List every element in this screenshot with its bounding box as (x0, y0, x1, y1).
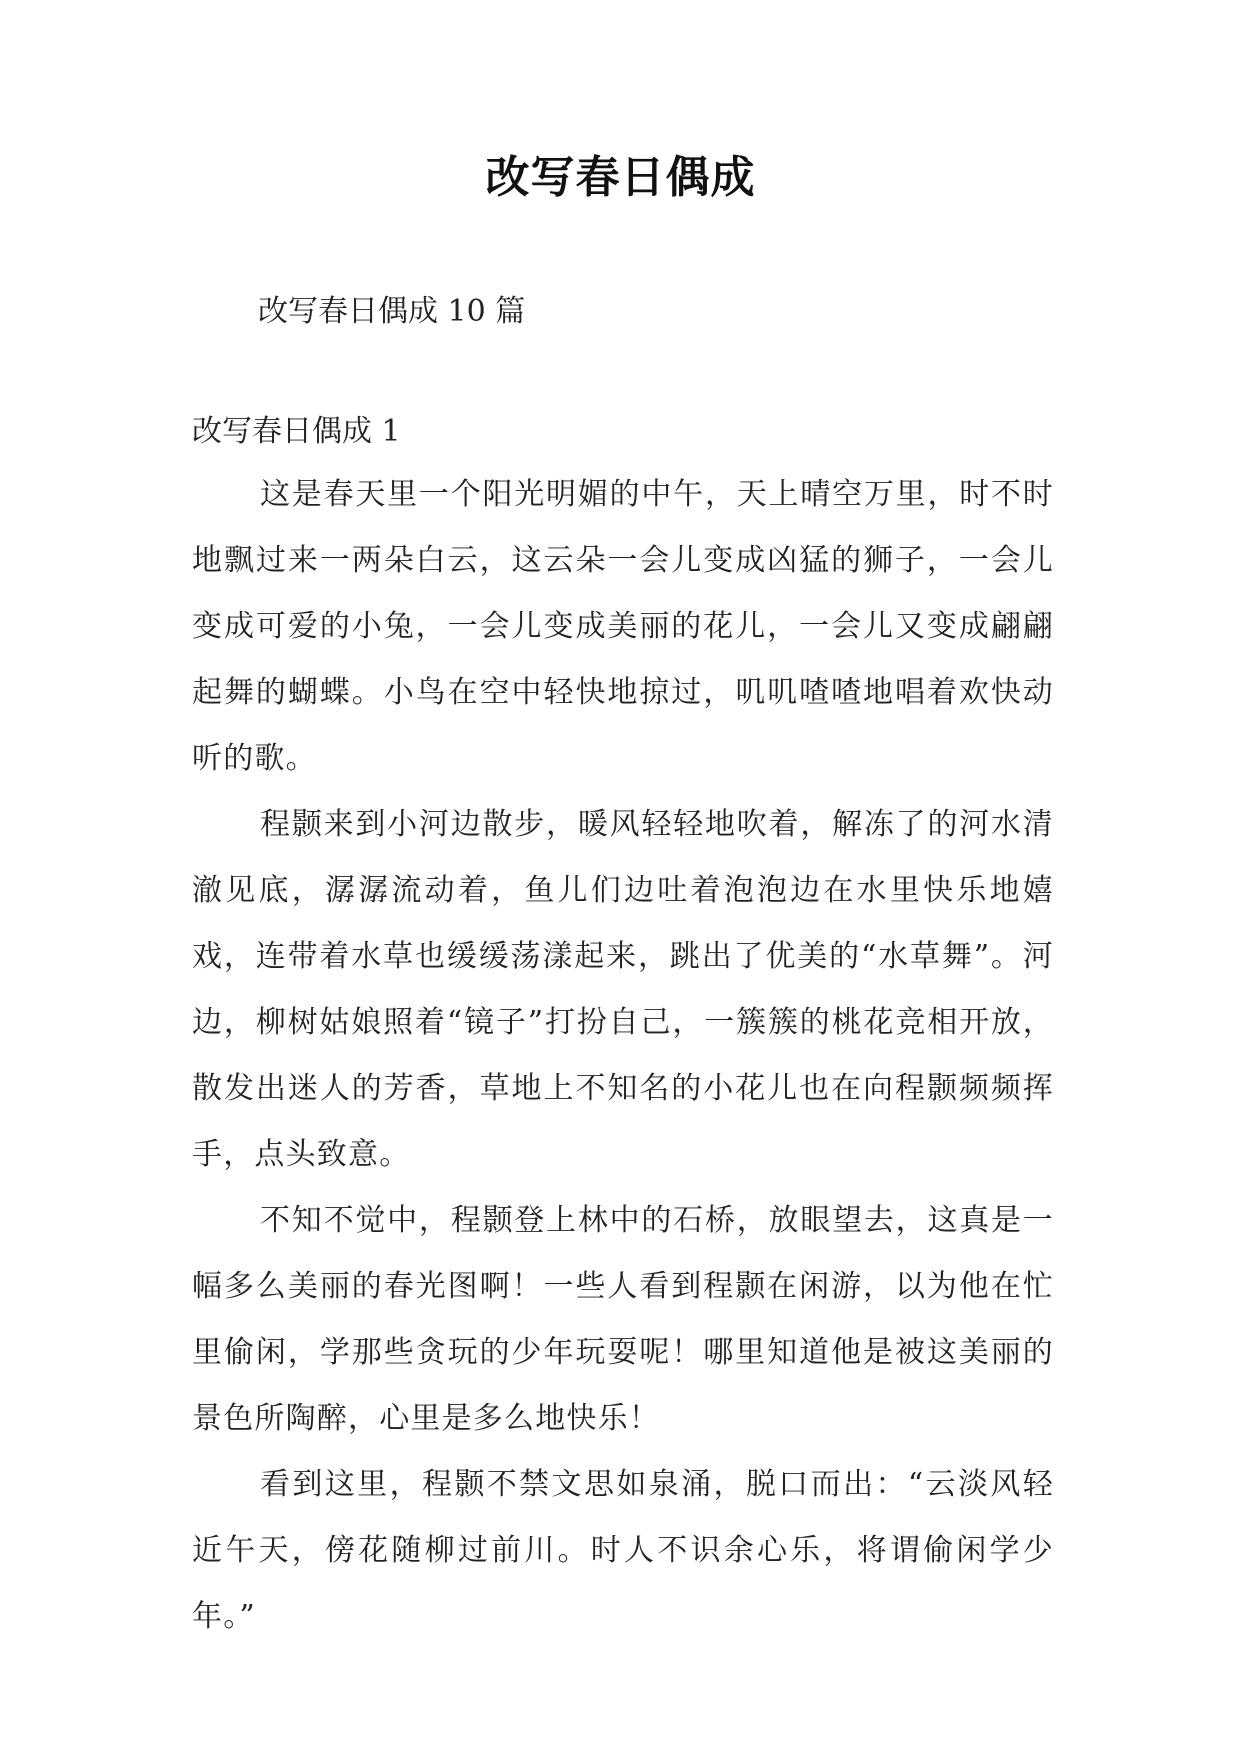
document-body (192, 462, 1054, 1650)
paragraph: 程颢来到小河边散步，暖风轻轻地吹着，解冻了的河水清澈见底，潺潺流动着，鱼儿们边吐着泡泡边在水里快乐地嬉戏，连带着水草也缓缓荡漾起来，跳出了优美的“水草舞”。河边，柳树姑娘照着“镜子”打扮自己，一簇簇的桃花竞相开放，散发出迷人的芳香，草地上不知名的小花儿也在向程颢频频挥手，点头致意。 (192, 807, 1054, 1172)
document-title: 改写春日偶成 (485, 152, 756, 203)
paragraph: 不知不觉中，程颢登上林中的石桥，放眼望去，这真是一幅多么美丽的春光图啊！一些人看到程颢在闲游，以为他在忙里偷闲，学那些贪玩的少年玩耍呢！哪里知道他是被这美丽的景色所陶醉，心里是多么地快乐！ (192, 1203, 1054, 1436)
section-heading: 改写春日偶成 1 (192, 414, 401, 449)
paragraph: 这是春天里一个阳光明媚的中午，天上晴空万里，时不时地飘过来一两朵白云，这云朵一会儿变成凶猛的狮子，一会儿变成可爱的小兔，一会儿变成美丽的花儿，一会儿又变成翩翩起舞的蝴蝶。小鸟在空中轻快地掠过，叽叽喳喳地唱着欢快动听的歌。 (192, 477, 1054, 776)
paragraph: 看到这里，程颢不禁文思如泉涌，脱口而出：“云淡风轻近午天，傍花随柳过前川。时人不识余心乐，将谓偷闲学少年。” (192, 1467, 1054, 1634)
document-subtitle: 改写春日偶成 10 篇 (258, 294, 526, 329)
